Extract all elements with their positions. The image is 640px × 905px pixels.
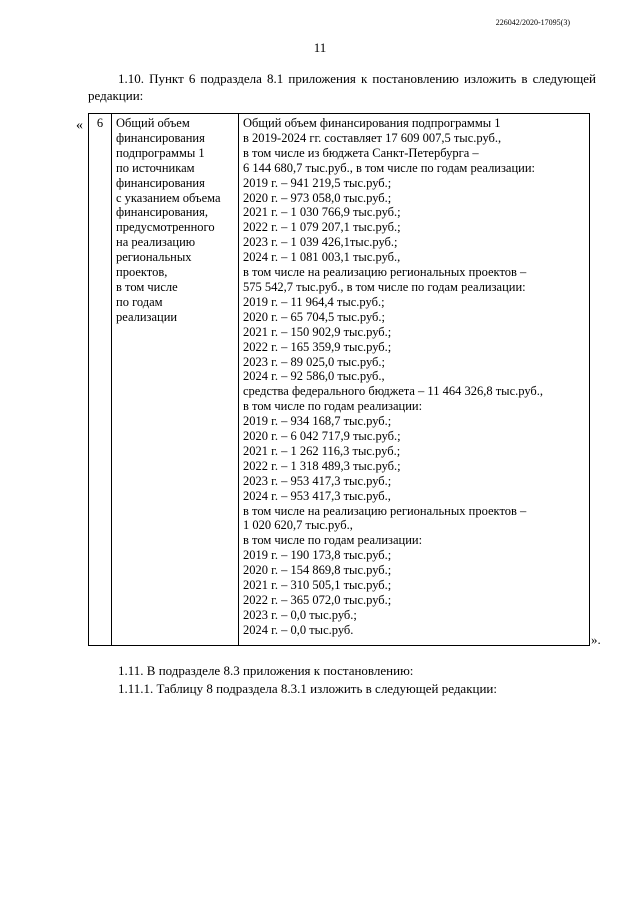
desc-line: 2019 г. – 941 219,5 тыс.руб.;	[243, 175, 392, 190]
closing-quote: ».	[591, 632, 601, 647]
label-line: Общий объем	[116, 116, 190, 130]
page-number: 11	[313, 40, 327, 55]
table-row	[89, 114, 590, 646]
desc-line: 2022 г. – 165 359,9 тыс.руб.;	[243, 339, 392, 354]
desc-line: в том числе из бюджета Санкт-Петербурга –	[243, 145, 479, 160]
label-line: предусмотренного	[116, 220, 215, 235]
description-cell	[239, 114, 590, 646]
desc-line: средства федерального бюджета – 11 464 326,8 тыс.руб.,	[243, 384, 544, 399]
label-line: финансирования	[116, 175, 205, 190]
label-line: по источникам	[116, 160, 195, 175]
label-line: региональных	[116, 250, 192, 265]
desc-line: 2024 г. – 1 081 003,1 тыс.руб.,	[243, 250, 401, 265]
label-cell	[112, 114, 239, 646]
desc-line: 6 144 680,7 тыс.руб., в том числе по годам реализации:	[243, 160, 536, 175]
intro-paragraph: 1.10. Пункт 6 подраздела 8.1 приложения к постановлению изложить в следующей редакции:	[88, 71, 596, 103]
item-1-11-1: 1.11.1. Таблицу 8 подраздела 8.3.1 изложить в следующей редакции:	[118, 681, 497, 696]
desc-line: 2020 г. – 154 869,8 тыс.руб.;	[243, 563, 392, 578]
opening-quote: «	[76, 118, 83, 133]
desc-line: в том числе по годам реализации:	[243, 533, 423, 548]
document-id: 226042/2020-17095(3)	[495, 18, 570, 27]
label-line: финансирования	[116, 130, 205, 145]
desc-line: 2021 г. – 150 902,9 тыс.руб.;	[243, 324, 392, 339]
desc-line: 2023 г. – 0,0 тыс.руб.;	[243, 607, 357, 622]
desc-line: в том числе на реализацию региональных проектов –	[243, 265, 527, 280]
label-line: реализации	[116, 309, 178, 324]
desc-line: 2021 г. – 310 505,1 тыс.руб.;	[243, 578, 392, 593]
desc-line: 2024 г. – 953 417,3 тыс.руб.,	[243, 488, 391, 503]
desc-line: 2023 г. – 1 039 426,1тыс.руб.;	[243, 235, 398, 250]
desc-line: в 2019-2024 гг. составляет 17 609 007,5 тыс.руб.,	[243, 130, 502, 145]
desc-line: 2021 г. – 1 030 766,9 тыс.руб.;	[243, 205, 401, 220]
desc-line: 2020 г. – 65 704,5 тыс.руб.;	[243, 309, 386, 324]
desc-line: 2020 г. – 6 042 717,9 тыс.руб.;	[243, 429, 401, 444]
desc-line: 2021 г. – 1 262 116,3 тыс.руб.;	[243, 443, 401, 458]
desc-line: 2023 г. – 953 417,3 тыс.руб.;	[243, 473, 392, 488]
label-line: в том числе	[116, 279, 178, 294]
label-line: по годам	[116, 294, 163, 309]
desc-line: 2019 г. – 190 173,8 тыс.руб.;	[243, 548, 392, 563]
label-line: на реализацию	[116, 235, 196, 250]
desc-line: 2019 г. – 934 168,7 тыс.руб.;	[243, 414, 392, 429]
desc-line: 2022 г. – 1 079 207,1 тыс.руб.;	[243, 220, 401, 235]
desc-line: 2022 г. – 365 072,0 тыс.руб.;	[243, 593, 392, 607]
desc-line: 2024 г. – 0,0 тыс.руб.	[243, 622, 354, 637]
desc-line: 1 020 620,7 тыс.руб.,	[243, 518, 353, 533]
label-line: с указанием объема	[116, 190, 221, 205]
label-line: финансирования,	[116, 205, 208, 220]
desc-line: 575 542,7 тыс.руб., в том числе по годам реализации:	[243, 279, 526, 294]
desc-line: 2022 г. – 1 318 489,3 тыс.руб.;	[243, 458, 401, 473]
financing-table	[88, 113, 590, 646]
desc-line: 2023 г. – 89 025,0 тыс.руб.;	[243, 354, 386, 369]
desc-line: в том числе на реализацию региональных проектов –	[243, 503, 527, 518]
desc-line: в том числе по годам реализации:	[243, 399, 423, 414]
desc-line: 2024 г. – 92 586,0 тыс.руб.,	[243, 369, 385, 384]
desc-line: 2019 г. – 11 964,4 тыс.руб.;	[243, 294, 385, 309]
item-1-11: 1.11. В подразделе 8.3 приложения к постановлению:	[118, 663, 414, 678]
label-line: проектов,	[116, 265, 168, 280]
desc-line: Общий объем финансирования подпрограммы 1	[243, 116, 501, 130]
row-number-cell: 6	[89, 114, 112, 646]
label-line: подпрограммы 1	[116, 145, 205, 160]
desc-line: 2020 г. – 973 058,0 тыс.руб.;	[243, 190, 392, 205]
